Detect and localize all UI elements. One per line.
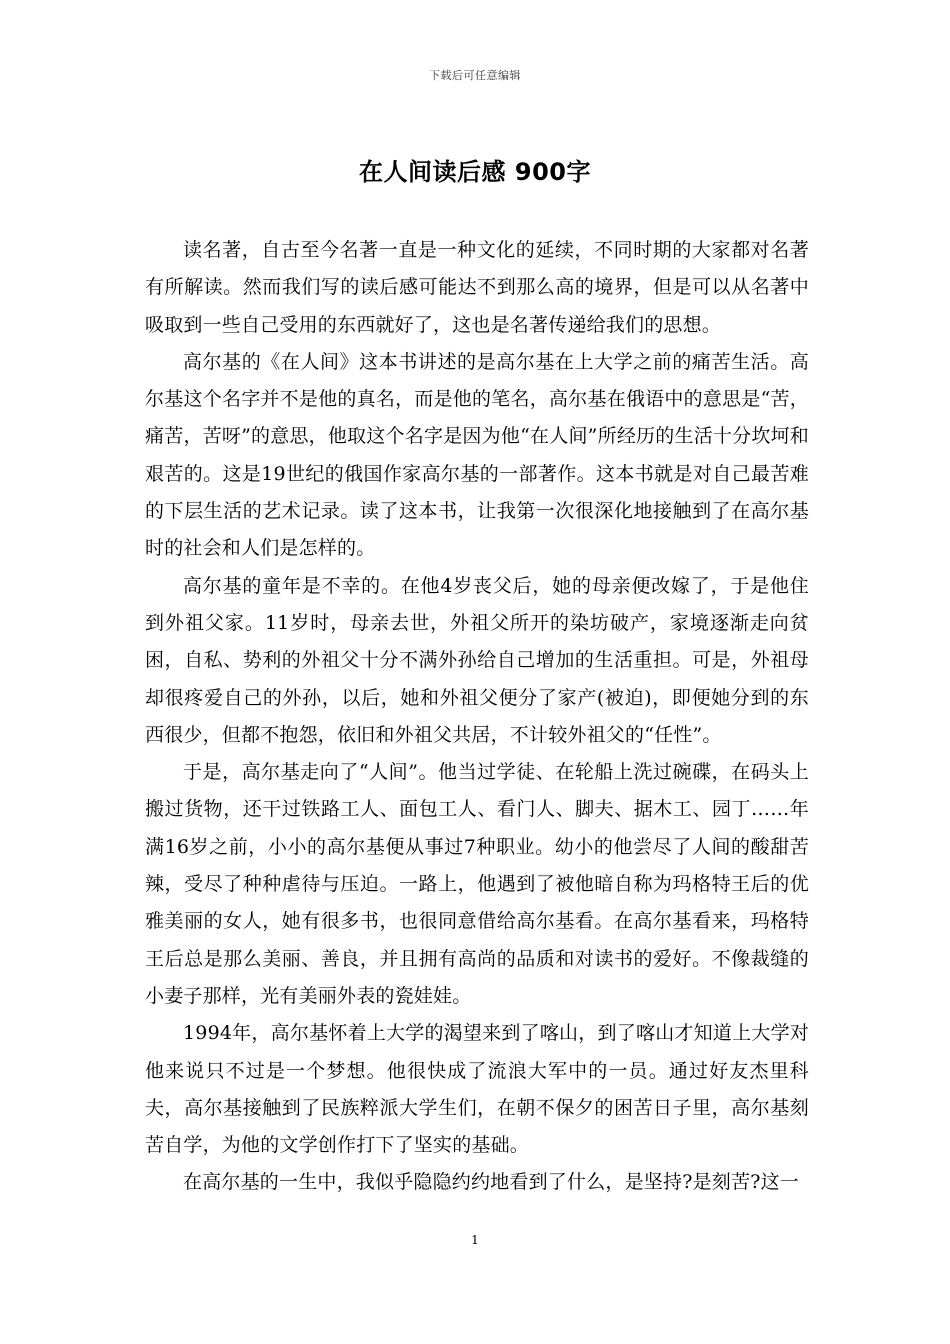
paragraph-1: 读名著，自古至今名著一直是一种文化的延续，不同时期的大家都对名著有所解读。然而我们写的读后感可能达不到那么高的境界，但是可以从名著中吸取到一些自己受用的东西就好了，这也是名著传递给我们的思想。	[145, 239, 809, 336]
page-number: 1	[471, 1233, 479, 1247]
paragraph-5: 1994年，高尔基怀着上大学的渴望来到了喀山，到了喀山才知道上大学对他来说只不过是一个梦想。他很快成了流浪大军中的一员。通过好友杰里科夫，高尔基接触到了民族粹派大学生们，在朝不保夕的困苦日子里，高尔基刻苦自学，为他的文学创作打下了坚实的基础。	[145, 1022, 809, 1157]
paragraph-6: 在高尔基的一生中，我似乎隐隐约约地看到了什么，是坚持?是刻苦?这一	[183, 1171, 799, 1194]
document-body	[145, 232, 809, 1202]
document-title: 在人间读后感 900字	[359, 158, 591, 186]
paragraph-3: 高尔基的童年是不幸的。在他4岁丧父后，她的母亲便改嫁了，于是他住到外祖父家。11岁时，母亲去世，外祖父所开的染坊破产，家境逐渐走向贫困，自私、势利的外祖父十分不满外孙给自己增加的生活重担。可是，外祖母却很疼爱自己的外孙，以后，她和外祖父便分了家产(被迫)，即便她分到的东西很少，但都不抱怨，依旧和外祖父共居，不计较外祖父的“任性”。	[145, 574, 809, 746]
paragraph-4: 于是，高尔基走向了“人间”。他当过学徒、在轮船上洗过碗碟，在码头上搬过货物，还干过铁路工人、面包工人、看门人、脚夫、据木工、园丁……年满16岁之前，小小的高尔基便从事过7种职业。幼小的他尝尽了人间的酸甜苦辣，受尽了种种虐待与压迫。一路上，他遇到了被他暗自称为玛格特王后的优雅美丽的女人，她有很多书，也很同意借给高尔基看。在高尔基看来，玛格特王后总是那么美丽、善良，并且拥有高尚的品质和对读书的爱好。不像裁缝的小妻子那样，光有美丽外表的瓷娃娃。	[145, 761, 809, 1007]
paragraph-2: 高尔基的《在人间》这本书讲述的是高尔基在上大学之前的痛苦生活。高尔基这个名字并不是他的真名，而是他的笔名，高尔基在俄语中的意思是“苦，痛苦，苦呀”的意思，他取这个名字是因为他“在人间”所经历的生活十分坎坷和艰苦的。这是19世纪的俄国作家高尔基的一部著作。这本书就是对自己最苦难的下层生活的艺术记录。读了这本书，让我第一次很深化地接触到了在高尔基时的社会和人们是怎样的。	[145, 350, 809, 560]
header-note: 下载后可任意编辑	[429, 69, 521, 82]
